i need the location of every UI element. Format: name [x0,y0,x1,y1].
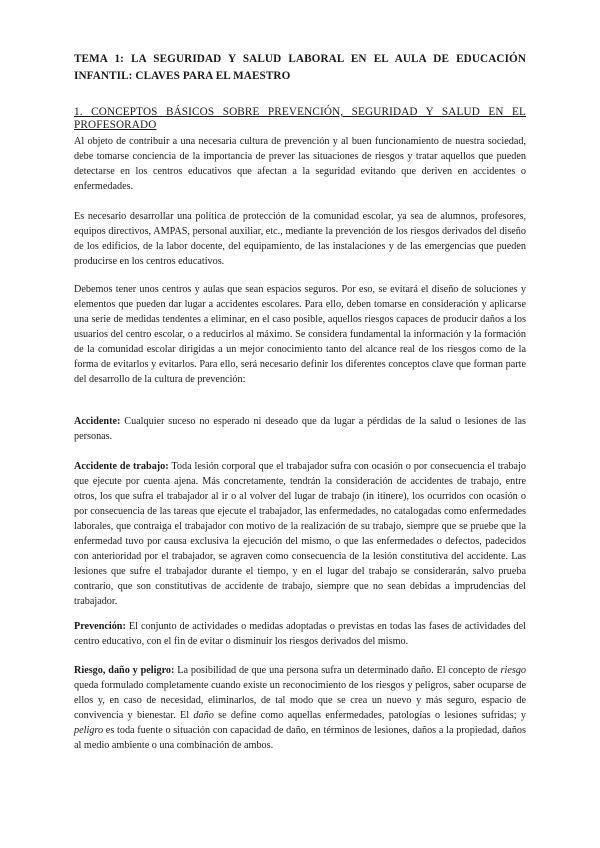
emphasis-peligro: peligro [74,725,104,736]
section-heading: 1. CONCEPTOS BÁSICOS SOBRE PREVENCIÓN, SEGURIDAD Y SALUD EN EL PROFESORADO [74,106,526,131]
paragraph-intro: Al objeto de contribuir a una necesaria cultura de prevención y al buen funcionamiento de nuestra sociedad, debe tomarse conciencia de la importancia de prever las situaciones de riesgos y tratar aquellos que pueden detectarse en los centros educativos que afectan a la seguridad evitando que deriven en accidentes o enfermedades. [74,136,526,192]
definition-accidente-trabajo [74,459,526,609]
document-title: TEMA 1: LA SEGURIDAD Y SALUD LABORAL EN EL AULA DE EDUCACIÓN INFANTIL: CLAVES PARA EL MAESTRO [74,53,526,82]
definition-prevencion-text: El conjunto de actividades o medidas adoptadas o previstas en todas las fases de actividades del centro educativo, con el fin de evitar o disminuir los riesgos derivados del mismo. [74,621,526,647]
term-accidente-trabajo: Accidente de trabajo: [74,461,169,472]
paragraph-policy: Es necesario desarrollar una política de protección de la comunidad escolar, ya sea de alumnos, profesores, equipos directivos, AMPAS, personal auxiliar, etc., mediante la prevención de los riesgos derivados del diseño de los edificios, de la labor docente, del equipamiento, de las instalaciones y de las emergencias que pueden producirse en los centros educativos. [74,211,526,267]
term-accidente: Accidente: [74,416,121,427]
definition-riesgo-text-d: es toda fuente o situación con capacidad de daño, en términos de lesiones, daños a la propiedad, daños al medio ambiente o una combinación de ambos. [74,725,526,751]
definition-accidente [74,414,526,444]
definition-riesgo-text-a: La posibilidad de que una persona sufra un determinado daño. El concepto de [174,665,501,676]
definition-riesgo-text-b: queda formulado completamente cuando existe un reconocimiento de los riesgos y peligros, saber ocuparse de ellos y, en caso de necesidad, eliminarlos, de tal modo que se crea un nuevo y más seguro, espacio de convivencia y bienestar. El [74,680,526,721]
definition-accidente-text: Cualquier suceso no esperado ni deseado que da lugar a pérdidas de la salud o lesiones de las personas. [74,416,526,442]
definition-riesgo-text-c: se define como aquellas enfermedades, patologías o lesiones sufridas; y [213,710,527,721]
paragraph-safe-spaces: Debemos tener unos centros y aulas que sean espacios seguros. Por eso, se evitará el diseño de soluciones y elementos que pueden dar lugar a accidentes escolares. Para ello, deben tomarse en consideración y aplicarse una serie de medidas tendentes a eliminar, en el caso posible, aquellos riesgos capaces de producir daños a los usuarios del centro escolar, o a reducirlos al máximo. Se considera fundamental la información y la formación de la comunidad escolar dirigidas a un mejor conocimiento tanto del alcance real de los riesgos como de la forma de evitarlos y evitarlos. Para ello, será necesario definir los diferentes conceptos clave que forman parte del desarrollo de la cultura de prevención: [74,284,526,385]
term-prevencion: Prevención: [74,621,126,632]
definition-prevencion [74,619,526,649]
definition-riesgo [74,663,526,753]
definition-accidente-trabajo-text: Toda lesión corporal que el trabajador sufra con ocasión o por consecuencia el trabajo que ejecute por cuenta ajena. Más concretamente, tendrán la consideración de accidentes de trabajo, entre otros, los que sufra el trabajador al ir o al volver del lugar de trabajo (in itinere), los ocurridos con ocasión o por consecuencia de las tareas que ejecute el trabajador, las enfermedades, no catalogadas como enfermedades laborales, que contraiga el trabajador con motivo de la realización de su trabajo, siempre que se pruebe que la enfermedad tuvo por causa exclusiva la ejecución del mismo, o que las enfermedades o defectos, padecidos con anterioridad por el trabajador, se agraven como consecuencia de la lesión constitutiva del accidente. Las lesiones que sufre el trabajador durante el tiempo, y en el lugar del trabajo se considerarán, salvo prueba contrario, que son constitutivas de accidente de trabajo, siempre que no sean debidas a imprudencias del trabajador. [74,461,526,607]
term-riesgo: Riesgo, daño y peligro: [74,665,175,676]
emphasis-dano: daño [193,710,214,721]
emphasis-riesgo: riesgo [500,665,526,676]
